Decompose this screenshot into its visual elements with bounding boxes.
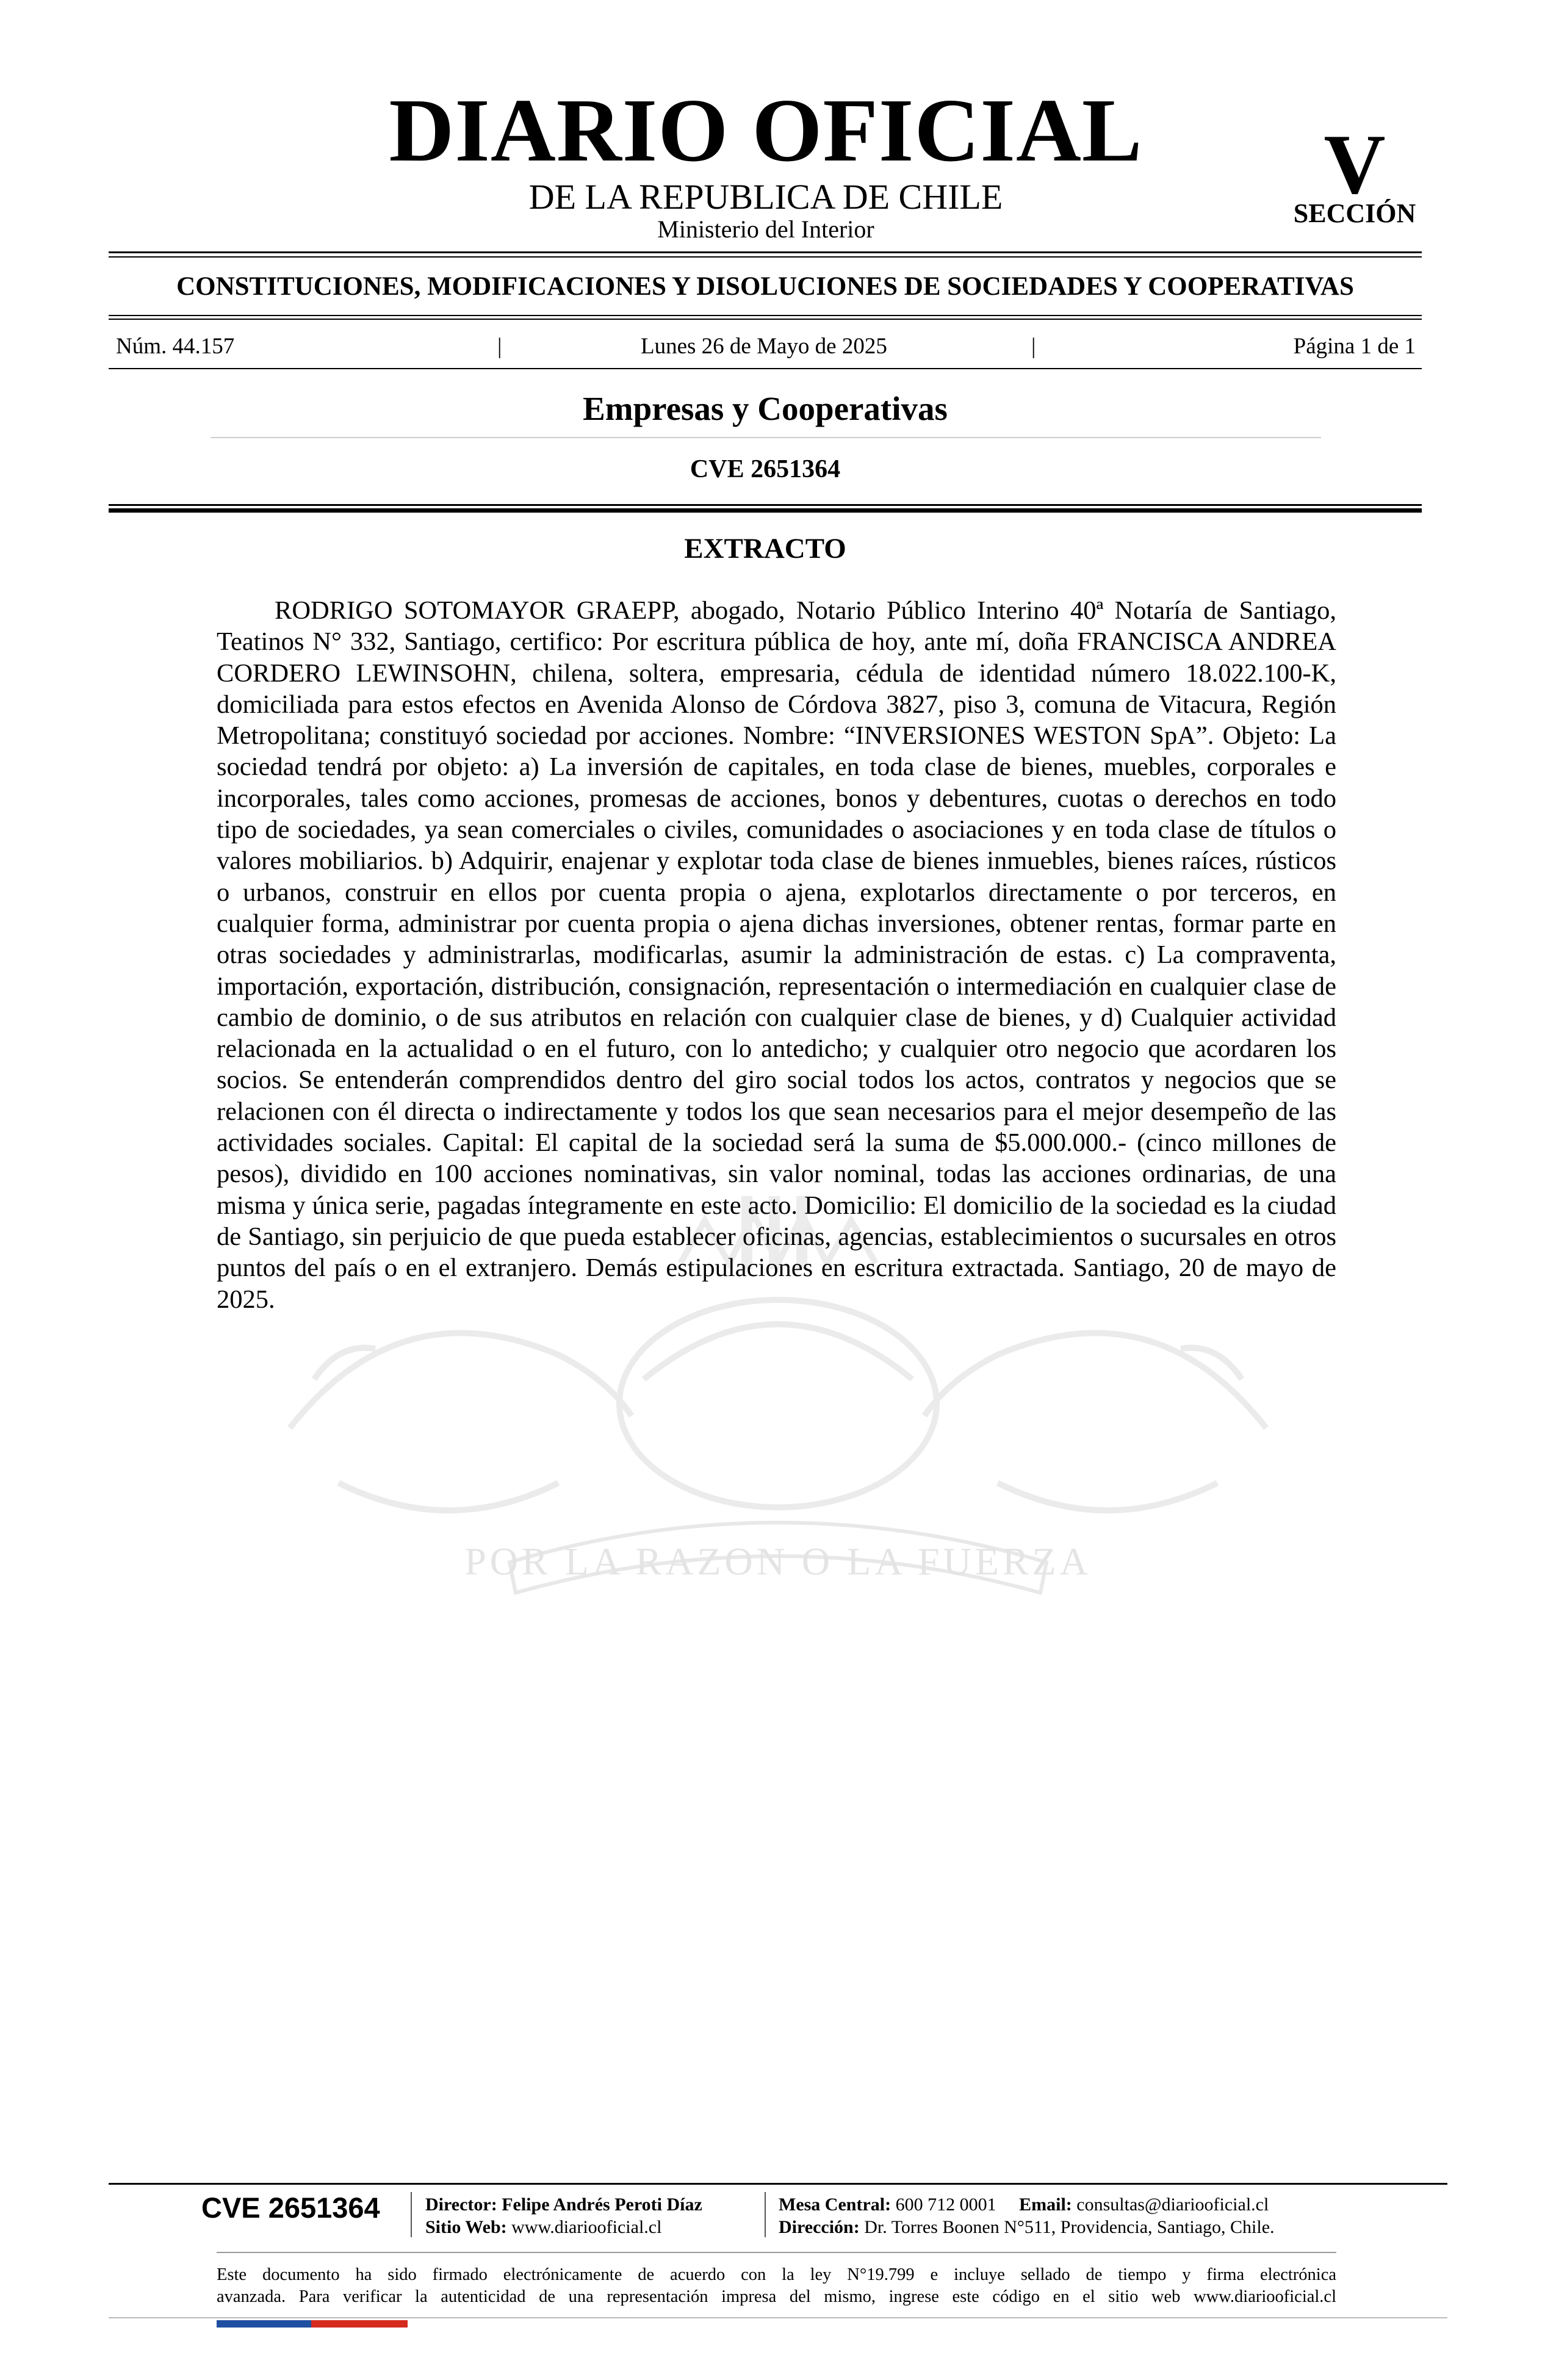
- cve-rule-thick: [109, 508, 1422, 513]
- info-separator: |: [1031, 334, 1036, 359]
- cve-rule: [109, 504, 1422, 506]
- cve-code: CVE 2651364: [690, 455, 841, 483]
- footer-cve-code: CVE 2651364: [201, 2191, 380, 2224]
- flag-stripe-red: [311, 2320, 408, 2328]
- legal-line-1: Este documento ha sido firmado electrónicamente de acuerdo con la ley N°19.799 e incluye sellado de tiempo y firma electrónica: [217, 2265, 1336, 2284]
- info-rule: [109, 368, 1422, 369]
- section-divider: [211, 437, 1321, 438]
- article-heading: EXTRACTO: [684, 533, 846, 564]
- section-heading: Empresas y Cooperativas: [583, 390, 948, 427]
- phone-number: 600 712 0001: [895, 2194, 996, 2215]
- article-body: RODRIGO SOTOMAYOR GRAEPP, abogado, Notario Público Interino 40ª Notaría de Santiago, Teatinos N° 332, Santiago, certifico: Por escritura pública de hoy, ante mí, doña FRANCISCA ANDREA CORDERO LEWINSOHN, chilena, soltera, empresaria, cédula de identidad número 18.022.100-K, domiciliada para estos efectos en Avenida Alonso de Córdova 3827, piso 3, comuna de Vitacura, Región Metropolitana; constituyó sociedad por acciones. Nombre: “INVERSIONES WESTON SpA”. Objeto: La sociedad tendrá por objeto: a) La inversión de capitales, en toda clase de bienes, muebles, corporales e incorporales, tales como acciones, promesas de acciones, bonos y debentures, cuotas o derechos en todo tipo de sociedades, ya sean comerciales o civiles, comunidades o asociaciones y en toda clase de títulos o valores mobiliarios. b) Adquirir, enajenar y explotar toda clase de bienes inmuebles, bienes raíces, rústicos o urbanos, construir en ellos por cuenta propia o ajena, explotarlos directamente o por terceros, en cualquier forma, administrar por cuenta propia o ajena dichas inversiones, obtener rentas, formar parte en otras sociedades y administrarlas, modificarlas, asumir la administración de estas. c) La compraventa, importación, exportación, distribución, consignación, representación o intermediación en cualquier clase de cambio de dominio, o de sus atributos en relación con cualquier clase de bienes, y d) Cualquier actividad relacionada en la actualidad o en el futuro, con lo antedicho; y cualquier otro negocio que acordaren los socios. Se entenderán comprendidos dentro del giro social todos los actos, contratos y negocios que se relacionen con él directa o indirectamente y todos los que sean necesarios para el mejor desempeño de las actividades sociales. Capital: El capital de la sociedad será la suma de $5.000.000.- (cinco millones de pesos), dividido en 100 acciones nominativas, sin valor nominal, todas las acciones ordinarias, de una misma y única serie, pagadas íntegramente en este acto. Domicilio: El domicilio de la sociedad es la ciudad de Santiago, sin perjuicio de que pueda establecer oficinas, agencias, establecimientos o sucursales en otros puntos del país o en el extranjero. Demás estipulaciones en escritura extractada. Santiago, 20 de mayo de 2025.: [217, 596, 1336, 1314]
- band-rule: [109, 315, 1422, 316]
- email-link[interactable]: consultas@diariooficial.cl: [1076, 2194, 1269, 2215]
- website-link[interactable]: www.diariooficial.cl: [511, 2217, 662, 2237]
- issue-date: Lunes 26 de Mayo de 2025: [641, 334, 887, 359]
- masthead-rule: [109, 251, 1422, 253]
- footer-top-rule: [109, 2183, 1447, 2185]
- email-label: Email:: [1019, 2194, 1072, 2215]
- section-label: SECCIÓN: [1293, 198, 1416, 228]
- director-name: Felipe Andrés Peroti Díaz: [502, 2194, 702, 2215]
- issue-info-row: [116, 334, 1416, 359]
- footer-divider: [765, 2192, 766, 2237]
- director-label: Director:: [425, 2194, 497, 2215]
- footer-divider: [411, 2192, 412, 2237]
- footer-director-block: [425, 2193, 702, 2238]
- info-separator: |: [497, 334, 502, 359]
- publication-band-title: CONSTITUCIONES, MODIFICACIONES Y DISOLUCIONES DE SOCIEDADES Y COOPERATIVAS: [176, 272, 1354, 301]
- watermark-motto: POR LA RAZON O LA FUERZA: [464, 1540, 1092, 1583]
- legal-line-2: avanzada. Para verificar la autenticidad de una representación impresa del mismo, ingrese este código en el sitio web www.diariooficial.cl: [217, 2287, 1336, 2306]
- website-label: Sitio Web:: [425, 2217, 507, 2237]
- newspaper-subtitle: DE LA REPUBLICA DE CHILE: [528, 177, 1003, 217]
- footer-legal-notice: [217, 2264, 1336, 2308]
- flag-stripe-blue: [217, 2320, 311, 2328]
- shield-outline: [619, 1300, 937, 1507]
- band-rule-thin: [109, 319, 1422, 320]
- footer-contact-block: [779, 2193, 1275, 2238]
- issue-number: Núm. 44.157: [116, 334, 235, 359]
- phone-label: Mesa Central:: [779, 2194, 891, 2215]
- footer-mid-rule: [217, 2252, 1336, 2253]
- masthead-rule-thin: [109, 256, 1422, 258]
- footer-bottom-rule: [109, 2317, 1447, 2318]
- address-label: Dirección:: [779, 2217, 860, 2237]
- address-value: Dr. Torres Boonen N°511, Providencia, Santiago, Chile.: [864, 2217, 1275, 2237]
- section-number: V: [1324, 117, 1386, 212]
- ministry-label: Ministerio del Interior: [657, 215, 874, 243]
- page-indicator: Página 1 de 1: [1293, 334, 1416, 359]
- newspaper-title: DIARIO OFICIAL: [389, 81, 1143, 181]
